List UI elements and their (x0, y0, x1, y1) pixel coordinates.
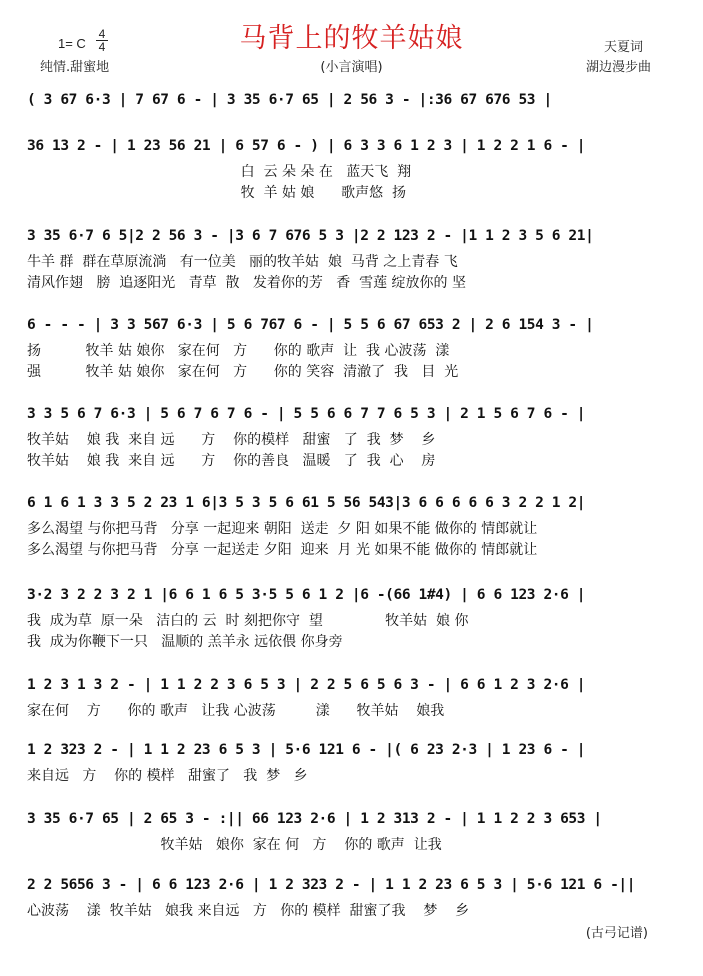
lyric-verse-2: 牧 羊 姑 娘 歌声悠 扬 (27, 185, 407, 201)
lyric-verse-1: 家在何 方 你的 歌声 让我 心波荡 漾 牧羊姑 娘我 (27, 703, 445, 719)
lyric-verse-1: 来自远 方 你的 模样 甜蜜了 我 梦 乡 (27, 768, 308, 784)
lyric-verse-1: 牧羊姑 娘 我 来自 远 方 你的模样 甜蜜 了 我 梦 乡 (27, 432, 436, 448)
lyric-verse-2: 清风作翅 膀 追逐阳光 青草 散 发着你的芳 香 雪莲 绽放你的 坚 (27, 275, 467, 291)
lyric-verse-1: 多么渴望 与你把马背 分享 一起迎来 朝阳 送走 夕 阳 如果不能 做你的 情郎就让 (27, 521, 538, 537)
lyricist-credit: 天夏词 (603, 40, 643, 55)
notation-line: ( 3 67 6·3 | 7 67 6 - | 3 35 6·7 65 | 2 56 3 - |:36 67 676 53 | (27, 92, 552, 108)
lyric-verse-1: 白 云 朵 朵 在 蓝天飞 翔 (27, 164, 412, 180)
notation-line: 3 35 6·7 6 5|2 2 56 3 - |3 6 7 676 5 3 |2 2 123 2 - |1 1 2 3 5 6 21| (27, 228, 594, 244)
lyric-verse-2: 强 牧羊 姑 娘你 家在何 方 你的 笑容 清澈了 我 目 光 (27, 364, 459, 380)
notation-line: 1 2 3 1 3 2 - | 1 1 2 2 3 6 5 3 | 2 2 5 6 5 6 3 - | 6 6 1 2 3 2·6 | (27, 677, 586, 693)
composer-credit: 湖边漫步曲 (585, 60, 651, 75)
notation-line: 36 13 2 - | 1 23 56 21 | 6 57 6 - ) | 6 3 3 6 1 2 3 | 1 2 2 1 6 - | (27, 138, 586, 154)
lyric-verse-1: 扬 牧羊 姑 娘你 家在何 方 你的 歌声 让 我 心波荡 漾 (27, 343, 450, 359)
notation-line: 3 3 5 6 7 6·3 | 5 6 7 6 7 6 - | 5 5 6 6 7 7 6 5 3 | 2 1 5 6 7 6 - | (27, 406, 586, 422)
notation-line: 6 - - - | 3 3 567 6·3 | 5 6 767 6 - | 5 5 6 67 653 2 | 2 6 154 3 - | (27, 317, 594, 333)
singer-credit: (小言演唱) (320, 60, 383, 75)
notation-line: 2 2 5656 3 - | 6 6 123 2·6 | 1 2 323 2 - | 1 1 2 23 6 5 3 | 5·6 121 6 -|| (27, 877, 636, 893)
time-signature (96, 28, 108, 53)
lyric-verse-2: 我 成为你鞭下一只 温顺的 羔羊永 远依偎 你身旁 (27, 634, 343, 650)
performance-style: 纯情.甜蜜地 (40, 60, 110, 75)
lyric-verse-1: 牧羊姑 娘你 家在 何 方 你的 歌声 让我 (27, 837, 442, 853)
notation-line: 3·2 3 2 2 3 2 1 |6 6 1 6 5 3·5 5 6 1 2 |6 -(66 1#4) | 6 6 123 2·6 | (27, 587, 586, 603)
notation-line: 3 35 6·7 65 | 2 65 3 - :|| 66 123 2·6 | 1 2 313 2 - | 1 1 2 2 3 653 | (27, 811, 602, 827)
lyric-verse-1: 我 成为草 原一朵 洁白的 云 时 刻把你守 望 牧羊姑 娘 你 (27, 613, 469, 629)
transcriber-credit: (古弓记谱) (585, 926, 648, 941)
notation-line: 6 1 6 1 3 3 5 2 23 1 6|3 5 3 5 6 61 5 56 543|3 6 6 6 6 6 3 2 2 1 2| (27, 495, 586, 511)
lyric-verse-1: 牛羊 群 群在草原流淌 有一位美 丽的牧羊姑 娘 马背 之上青春 飞 (27, 254, 458, 270)
lyric-verse-2: 牧羊姑 娘 我 来自 远 方 你的善良 温暖 了 我 心 房 (27, 453, 436, 469)
notation-line: 1 2 323 2 - | 1 1 2 23 6 5 3 | 5·6 121 6 - |( 6 23 2·3 | 1 23 6 - | (27, 742, 586, 758)
key-signature: 1= C (58, 36, 86, 51)
time-signature-bottom: 4 (98, 40, 106, 54)
lyric-verse-1: 心波荡 漾 牧羊姑 娘我 来自远 方 你的 模样 甜蜜了我 梦 乡 (27, 903, 470, 919)
time-signature-top: 4 (96, 28, 108, 41)
lyric-verse-2: 多么渴望 与你把马背 分享 一起送走 夕阳 迎来 月 光 如果不能 做你的 情郎就让 (27, 542, 538, 558)
song-title: 马背上的牧羊姑娘 (239, 23, 464, 54)
